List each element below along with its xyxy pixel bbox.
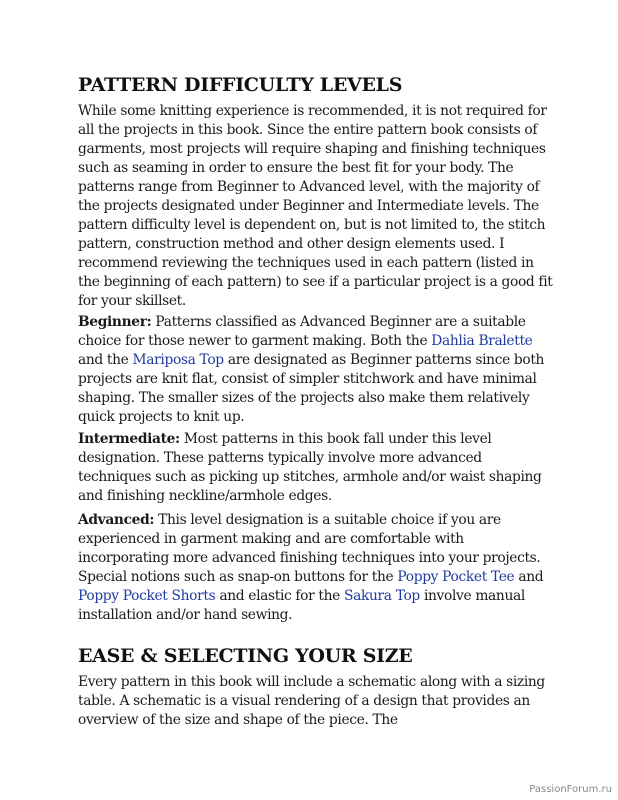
poppy-pocket-tee-link[interactable]: Poppy Pocket Tee — [397, 569, 515, 585]
beginner-text: Patterns classified as Advanced Beginner are a suitable choice for those newer to garment making. Both the — [78, 314, 526, 349]
advanced-text: involve manual installation and/or hand sewing. — [78, 588, 525, 623]
intermediate-paragraph — [78, 430, 558, 506]
advanced-text: and elastic for the — [215, 588, 345, 604]
beginner-text: are designated as Beginner patterns since both projects are knit flat, consist of simpler stitchwork and have minimal shaping. The smaller sizes of the projects also make them relatively quick projects to knit up. — [78, 352, 545, 425]
dahlia-bralette-link[interactable]: Dahlia Bralette — [431, 333, 533, 349]
advanced-text: and — [514, 569, 544, 585]
difficulty-heading: PATTERN DIFFICULTY LEVELS — [78, 74, 403, 96]
ease-heading: EASE & SELECTING YOUR SIZE — [78, 645, 413, 667]
sakura-top-link[interactable]: Sakura Top — [344, 588, 420, 604]
difficulty-intro-paragraph: While some knitting experience is recommended, it is not required for all the projects in this book. Since the entire pattern book consists of garments, most projects will require shaping and finishing techniques such as seaming in order to ensure the best fit for your body. The patterns range from Beginner to Advanced level, with the majority of the projects designated under Beginner and Intermediate levels. The pattern difficulty level is dependent on, but is not limited to, the stitch pattern, construction method and other design elements used. I recommend reviewing the techniques used in each pattern (listed in the beginning of each pattern) to see if a particular project is a good fit for your skillset. — [78, 103, 553, 309]
beginner-label: Beginner: — [78, 314, 152, 330]
advanced-label: Advanced: — [78, 512, 155, 528]
ease-intro-paragraph: Every pattern in this book will include a schematic along with a sizing table. A schematic is a visual rendering of a design that provides an overview of the size and shape of the piece. The — [78, 674, 545, 728]
mariposa-top-link[interactable]: Mariposa Top — [132, 352, 224, 368]
watermark: PassionForum.ru — [529, 784, 612, 795]
advanced-paragraph — [78, 511, 558, 625]
poppy-pocket-shorts-link[interactable]: Poppy Pocket Shorts — [78, 588, 216, 604]
beginner-text: and the — [78, 352, 133, 368]
intermediate-label: Intermediate: — [78, 431, 180, 447]
beginner-paragraph — [78, 313, 558, 427]
intermediate-text: Most patterns in this book fall under this level designation. These patterns typically involve more advanced techniques such as picking up stitches, armhole and/or waist shaping and finishing neckline/armhole edges. — [78, 431, 542, 504]
advanced-text: This level designation is a suitable choice if you are experienced in garment making and are comfortable with incorporating more advanced finishing techniques into your projects. Special notions such as snap-on buttons for the — [78, 512, 541, 585]
